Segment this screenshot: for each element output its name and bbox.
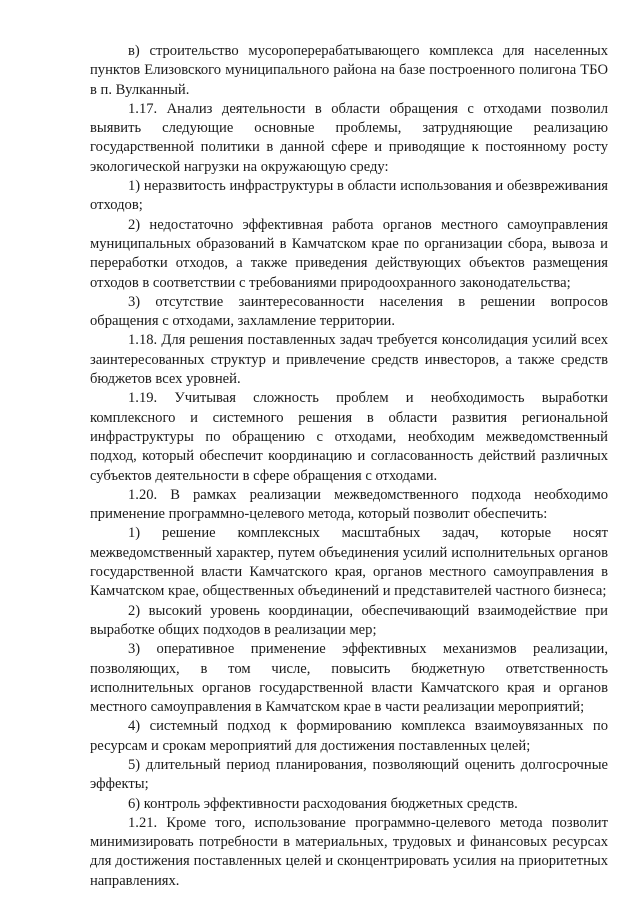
paragraph-1-20: 1.20. В рамках реализации межведомственного подхода необходимо применение программно-целевого метода, который позволит обеспечить: [90,486,608,523]
list-item-problem-2: 2) недостаточно эффективная работа органов местного самоуправления муниципальных образований в Камчатском крае по организации сбора, вывоза и переработки отходов, а также приведения действующих объектов размещения отходов в соответствии с требованиями природоохранного законодательства; [90,216,608,291]
list-item-benefit-6: 6) контроль эффективности расходования бюджетных средств. [128,795,518,812]
paragraph-1-21: 1.21. Кроме того, использование программно-целевого метода позволит минимизировать потребности в материальных, трудовых и финансовых ресурсах для достижения поставленных целей и сконцентрировать усилия на приоритетных направлениях. [90,814,608,889]
list-item-problem-1: 1) неразвитость инфраструктуры в области использования и обезвреживания отходов; [90,178,608,214]
paragraph-1-17: 1.17. Анализ деятельности в области обращения с отходами позволил выявить следующие основные проблемы, затрудняющие реализацию государственной политики в данной сфере и приводящие к постоянному росту экологической нагрузки на окружающую среду: [90,100,608,175]
list-item-benefit-5: 5) длительный период планирования, позволяющий оценить долгосрочные эффекты; [90,756,608,793]
list-item-benefit-1: 1) решение комплексных масштабных задач, которые носят межведомственный характер, путем объединения усилий исполнительных органов государственной власти Камчатского края, органов местного самоуправления в Камчатском крае, общественных объединений и представителей частного бизнеса; [90,525,608,600]
list-item-benefit-4: 4) системный подход к формированию комплекса взаимоувязанных по ресурсам и срокам мероприятий для достижения поставленных целей; [90,718,608,754]
document-page [90,42,608,891]
paragraph-1-19: 1.19. Учитывая сложность проблем и необходимость выработки комплексного и системного решения в области развития региональной инфраструктуры по обращению с отходами, необходим межведомственный подход, который обеспечит координацию и согласованность действий различных субъектов деятельности в сфере обращения с отходами. [90,390,608,484]
paragraph-1-subitem-v: в) строительство мусороперерабатывающего комплекса для населенных пунктов Елизовского муниципального района на базе построенного полигона ТБО в п. Вулканный. [90,43,608,98]
list-item-problem-3: 3) отсутствие заинтересованности населения в решении вопросов обращения с отходами, захламление территории. [90,293,608,330]
list-item-benefit-2: 2) высокий уровень координации, обеспечивающий взаимодействие при выработке общих подходов в реализации мер; [90,602,608,638]
list-item-benefit-3: 3) оперативное применение эффективных механизмов реализации, позволяющих, в том числе, повысить бюджетную ответственность исполнительных органов государственной власти Камчатского края и органов местного самоуправления в Камчатском крае в части реализации мероприятий; [90,641,608,716]
paragraph-1-18: 1.18. Для решения поставленных задач требуется консолидация усилий всех заинтересованных структур и привлечение средств инвесторов, а также средств бюджетов всех уровней. [90,332,608,388]
